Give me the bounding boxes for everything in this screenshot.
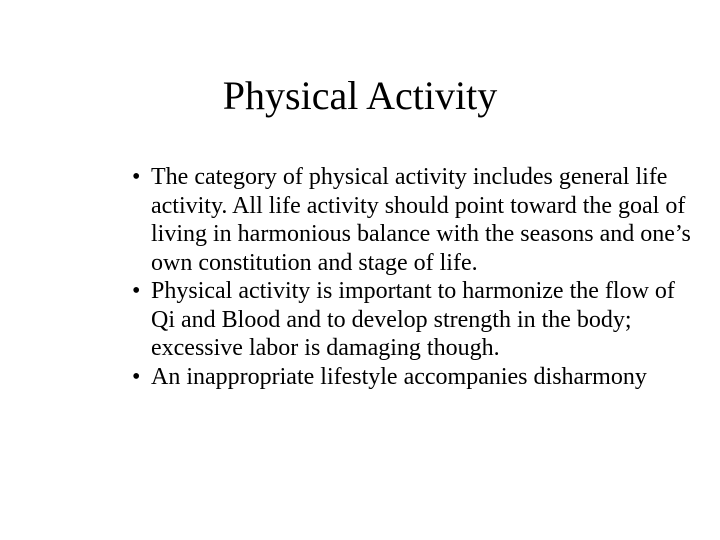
bullet-item: [132, 363, 692, 392]
bullet-dot-icon: •: [132, 363, 141, 390]
bullet-text: Physical activity is important to harmonize the flow of Qi and Blood and to develop strength in the body; excessive labor is damaging though.: [151, 278, 675, 361]
bullet-item: [132, 163, 692, 277]
bullet-dot-icon: •: [132, 278, 141, 304]
bullet-list: [132, 163, 692, 391]
bullet-text: The category of physical activity includes general life activity. All life activity should point toward the goal of living in harmonious balance with the seasons and one’s own constitution and stage of life.: [151, 164, 691, 276]
bullet-dot-icon: •: [132, 164, 141, 190]
bullet-item: [132, 277, 692, 363]
slide-title: Physical Activity: [222, 73, 498, 118]
bullet-text: An inappropriate lifestyle accompanies disharmony: [151, 363, 647, 390]
